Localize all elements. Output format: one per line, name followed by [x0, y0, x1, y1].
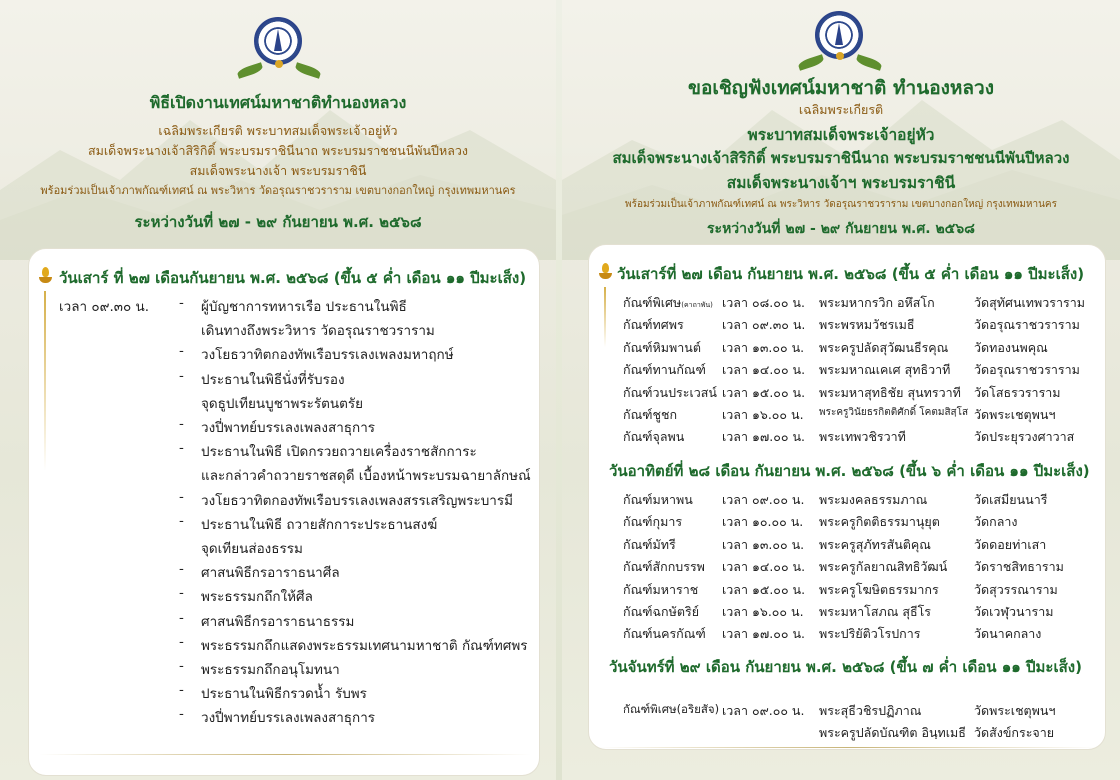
sermon-time: เวลา ๐๘.๐๐ น.: [722, 295, 805, 310]
sermon-chapter: กัณฑ์พิเศษ(คาถาพัน): [623, 295, 713, 310]
sermon-time: เวลา ๑๐.๐๐ น.: [722, 514, 804, 530]
date-range: ระหว่างวันที่ ๒๗ - ๒๙ กันยายน พ.ศ. ๒๕๖๘: [707, 221, 975, 237]
intro-line-1: เฉลิมพระเกียรติ พระบาทสมเด็จพระเจ้าอยู่หัว: [158, 123, 398, 138]
sermon-time: เวลา ๐๙.๐๐ น.: [722, 492, 805, 507]
ceremony-step: พระธรรมกถึกอนุโมทนา: [201, 662, 340, 678]
sermon-chapter: กัณฑ์วนประเวสน์: [623, 384, 717, 400]
preacher-name: พระปริยัติวโรปการ: [819, 626, 921, 642]
temple-name: วัดสังข์กระจาย: [974, 725, 1055, 741]
invitation-title: ขอเชิญฟังเทศน์มหาชาติ ทำนองหลวง: [688, 77, 994, 99]
schedule-card: [28, 248, 540, 776]
ceremony-step-dash: -: [179, 633, 184, 650]
ceremony-step-dash: -: [179, 367, 184, 384]
ceremony-step-dash: -: [179, 585, 184, 602]
sermon-chapter: กัณฑ์พิเศษ(อริยสัจ): [623, 702, 720, 716]
host-line: พร้อมร่วมเป็นเจ้าภาพกัณฑ์เทศน์ ณ พระวิหาร วัดอรุณราชวราราม เขตบางกอกใหญ่ กรุงเทพมหานคร: [625, 199, 1057, 210]
sermon-time: เวลา ๑๓.๐๐ น.: [722, 339, 805, 355]
temple-name: วัดเสมียนนารี: [974, 492, 1048, 507]
sermon-time: เวลา ๑๗.๐๐ น.: [722, 429, 806, 445]
ceremony-step: จุดธูปเทียนบูชาพระรัตนตรัย: [201, 395, 364, 412]
ceremony-step: ประธานในพิธีกรวดน้ำ รับพร: [201, 686, 367, 703]
emblem-seal-icon: [254, 17, 302, 65]
sermon-chapter: กัณฑ์จุลพน: [623, 429, 685, 445]
preacher-name: พระครูกัลยาณสิทธิวัฒน์: [819, 559, 948, 575]
sermon-chapter: กัณฑ์มัทรี: [623, 536, 676, 552]
ceremony-step-dash: -: [179, 343, 184, 360]
preacher-name: พระสุธีวชิรปฏิภาณ: [819, 703, 922, 718]
ceremony-step: พระธรรมกถึกให้ศีล: [201, 589, 313, 606]
ceremony-step-dash: -: [179, 706, 184, 723]
sermon-time: เวลา ๑๔.๐๐ น.: [722, 559, 806, 575]
invitation-panel: [562, 0, 1120, 780]
oil-lamp-icon: [599, 263, 611, 285]
preacher-name: พระมงคลธรรมภาณ: [819, 492, 928, 507]
opening-ceremony-panel: [0, 0, 556, 780]
sermon-chapter: กัณฑ์ทศพร: [623, 317, 684, 333]
preacher-name: พระมหาโสภณ สุธีโร: [819, 604, 932, 619]
sermon-chapter: กัณฑ์มหาพน: [623, 492, 693, 507]
ceremony-step: ประธานในพิธี เปิดกรวยถวายเครื่องราชสักการะ: [201, 444, 477, 461]
ceremony-step: ศาสนพิธีกรอาราธนาศีล: [201, 565, 340, 582]
royal-line-3: สมเด็จพระนางเจ้าฯ พระบรมราชินี: [726, 174, 956, 192]
intro-line-4: พร้อมร่วมเป็นเจ้าภาพกัณฑ์เทศน์ ณ พระวิหาร วัดอรุณราชวราราม เขตบางกอกใหญ่ กรุงเทพมหานคร: [40, 184, 516, 197]
card-divider: [599, 747, 1097, 748]
date-range: ระหว่างวันที่ ๒๗ - ๒๙ กันยายน พ.ศ. ๒๕๖๘: [134, 213, 422, 231]
ceremony-step: ประธานในพิธีนั่งที่รับรอง: [201, 371, 345, 388]
ceremony-step: วงโยธวาทิตกองทัพเรือบรรเลงเพลงมหาฤกษ์: [201, 347, 454, 364]
lamp-line: [604, 287, 606, 347]
temple-name: วัดโสธรวราราม: [974, 384, 1061, 400]
ceremony-step-dash: -: [179, 682, 184, 699]
preacher-name: พระมหากรวิก อหึสโก: [819, 295, 935, 310]
sermon-time: เวลา ๐๙.๐๐ น.: [722, 703, 805, 718]
card-divider: [39, 754, 531, 755]
intro-line-3: สมเด็จพระนางเจ้า พระบรมราชินี: [189, 163, 367, 178]
ceremony-step-dash: -: [179, 609, 184, 626]
ceremony-step: พระธรรมกถึกแสดงพระธรรมเทศนามหาชาติ กัณฑ์ทศพร: [201, 637, 528, 654]
preacher-name: พระครูปลัดสุวัฒนธีรคุณ: [819, 339, 949, 355]
ceremony-step-dash: -: [179, 658, 184, 674]
sermon-time: เวลา ๑๗.๐๐ น.: [722, 626, 806, 642]
ceremony-step-dash: -: [179, 512, 184, 529]
sermon-time: เวลา ๑๓.๐๐ น.: [722, 536, 805, 552]
sermon-chapter: กัณฑ์สักกบรรพ: [623, 559, 705, 575]
royal-line-2: สมเด็จพระนางเจ้าสิริกิติ์ พระบรมราชินีนาถ พระบรมราชชนนีพันปีหลวง: [612, 149, 1070, 167]
preacher-name: พระมหาณเคเศ สุทธิวาที: [819, 362, 951, 378]
ceremony-step: วงปี่พาทย์บรรเลงเพลงสาธุการ: [201, 710, 376, 727]
ceremony-step: เดินทางถึงพระวิหาร วัดอรุณราชวราราม: [201, 323, 435, 340]
day-heading: วันเสาร์ที่ ๒๗ เดือน กันยายน พ.ศ. ๒๕๖๘ (ขึ้น ๕ ค่ำ เดือน ๑๑ ปีมะเส็ง): [617, 265, 1085, 283]
lamp-line: [44, 291, 46, 471]
temple-name: วัดเวฬุวนาราม: [974, 604, 1054, 619]
sermon-chapter: กัณฑ์กุมาร: [623, 514, 683, 530]
oil-lamp-icon: [39, 267, 51, 289]
temple-name: วัดสุวรรณาราม: [974, 581, 1058, 597]
sermon-chapter: กัณฑ์นครกัณฑ์: [623, 626, 706, 642]
sermon-time: เวลา ๑๕.๐๐ น.: [722, 384, 806, 400]
preacher-name: พระครูกิตติธรรมานุยุต: [819, 514, 940, 530]
intro-line-2: สมเด็จพระนางเจ้าสิริกิติ์ พระบรมราชินีนาถ พระบรมราชชนนีพันปีหลวง: [87, 143, 469, 158]
ceremony-step-dash: -: [179, 416, 184, 432]
ceremony-step-dash: -: [179, 561, 184, 578]
sermon-time: เวลา ๑๕.๐๐ น.: [722, 581, 806, 597]
ceremony-step-dash: -: [179, 440, 184, 457]
ceremony-step: วงปี่พาทย์บรรเลงเพลงสาธุการ: [201, 420, 376, 436]
temple-name: วัดราชสิทธาราม: [974, 559, 1064, 575]
sermon-chapter: กัณฑ์หิมพานต์: [623, 339, 701, 355]
preacher-name: พระครูวินัยธรกิตติศักดิ์ โคตมสิสฺโส: [819, 407, 969, 418]
sermon-chapter: กัณฑ์มหาราช: [623, 581, 699, 597]
ceremony-step: และกล่าวคำถวายราชสดุดี เบื้องหน้าพระบรมฉายาลักษณ์: [201, 468, 531, 485]
preacher-name: พระเทพวชิรวาที: [819, 429, 906, 445]
day-heading: วันเสาร์ ที่ ๒๗ เดือนกันยายน พ.ศ. ๒๕๖๘ (ขึ้น ๕ ค่ำ เดือน ๑๑ ปีมะเส็ง): [59, 269, 527, 287]
page-title: พิธีเปิดงานเทศน์มหาชาติทำนองหลวง: [149, 93, 407, 112]
temple-name: วัดพระเชตุพนฯ: [974, 703, 1056, 718]
ceremony-step: ประธานในพิธี ถวายสักการะประธานสงฆ์: [201, 516, 438, 533]
ceremony-step-dash: -: [179, 488, 184, 505]
ceremony-step: ผู้บัญชาการทหารเรือ ประธานในพิธี: [201, 299, 407, 315]
sermon-schedule-card: [588, 244, 1106, 750]
sermon-chapter: กัณฑ์ทานกัณฑ์: [623, 362, 706, 378]
temple-name: วัดประยุรวงศาวาส: [974, 429, 1075, 445]
preacher-name: พระครูโฆษิตธรรมากร: [819, 581, 939, 597]
sermon-time: เวลา ๐๙.๓๐ น.: [722, 317, 806, 333]
preacher-name: พระครูสุภัทรสันติคุณ: [819, 536, 931, 552]
sermon-chapter: กัณฑ์ฉกษัตริย์: [623, 604, 700, 619]
sermon-chapter: กัณฑ์ชูชก: [623, 407, 678, 422]
sermon-time: เวลา ๑๔.๐๐ น.: [722, 362, 806, 378]
invitation-subtitle: เฉลิมพระเกียรติ: [798, 102, 884, 117]
preacher-name: พระพรหมวัชรเมธี: [819, 317, 915, 333]
temple-name: วัดนาคกลาง: [974, 626, 1042, 642]
day-heading: วันจันทร์ที่ ๒๙ เดือน กันยายน พ.ศ. ๒๕๖๘ (ขึ้น ๗ ค่ำ เดือน ๑๑ ปีมะเส็ง): [609, 658, 1082, 676]
leaf-ornament-icon: [790, 52, 890, 72]
sermon-time: เวลา ๑๖.๐๐ น.: [722, 407, 804, 422]
temple-name: วัดอรุณราชวราราม: [974, 362, 1080, 378]
temple-name: วัดสุทัศนเทพวราราม: [974, 295, 1085, 310]
temple-name: วัดอรุณราชวราราม: [974, 317, 1080, 333]
preacher-name: พระครูปลัดบัณฑิต อินฺทเมธี: [819, 725, 966, 741]
temple-name: วัดทองนพคุณ: [974, 339, 1048, 355]
ceremony-step-dash: -: [179, 295, 184, 311]
ceremony-step: ศาสนพิธีกรอาราธนาธรรม: [201, 613, 355, 630]
temple-name: วัดดอยท่าเสา: [974, 536, 1047, 552]
sermon-chapter-note: (คาถาพัน): [681, 301, 713, 309]
temple-name: วัดกลาง: [974, 514, 1018, 530]
sermon-time: เวลา ๑๖.๐๐ น.: [722, 604, 804, 619]
leaf-ornament-icon: [229, 60, 329, 80]
preacher-name: พระมหาสุทธิชัย สุนทรวาที: [819, 384, 961, 400]
ceremony-step: วงโยธวาทิตกองทัพเรือบรรเลงเพลงสรรเสริญพระบารมี: [201, 492, 514, 509]
royal-line-1: พระบาทสมเด็จพระเจ้าอยู่หัว: [747, 126, 935, 144]
temple-name: วัดพระเชตุพนฯ: [974, 407, 1056, 422]
day-heading: วันอาทิตย์ที่ ๒๘ เดือน กันยายน พ.ศ. ๒๕๖๘ (ขึ้น ๖ ค่ำ เดือน ๑๑ ปีมะเส็ง): [609, 462, 1090, 480]
ceremony-time: เวลา ๐๙.๓๐ น.: [59, 299, 150, 315]
ceremony-step: จุดเทียนส่องธรรม: [201, 541, 303, 557]
